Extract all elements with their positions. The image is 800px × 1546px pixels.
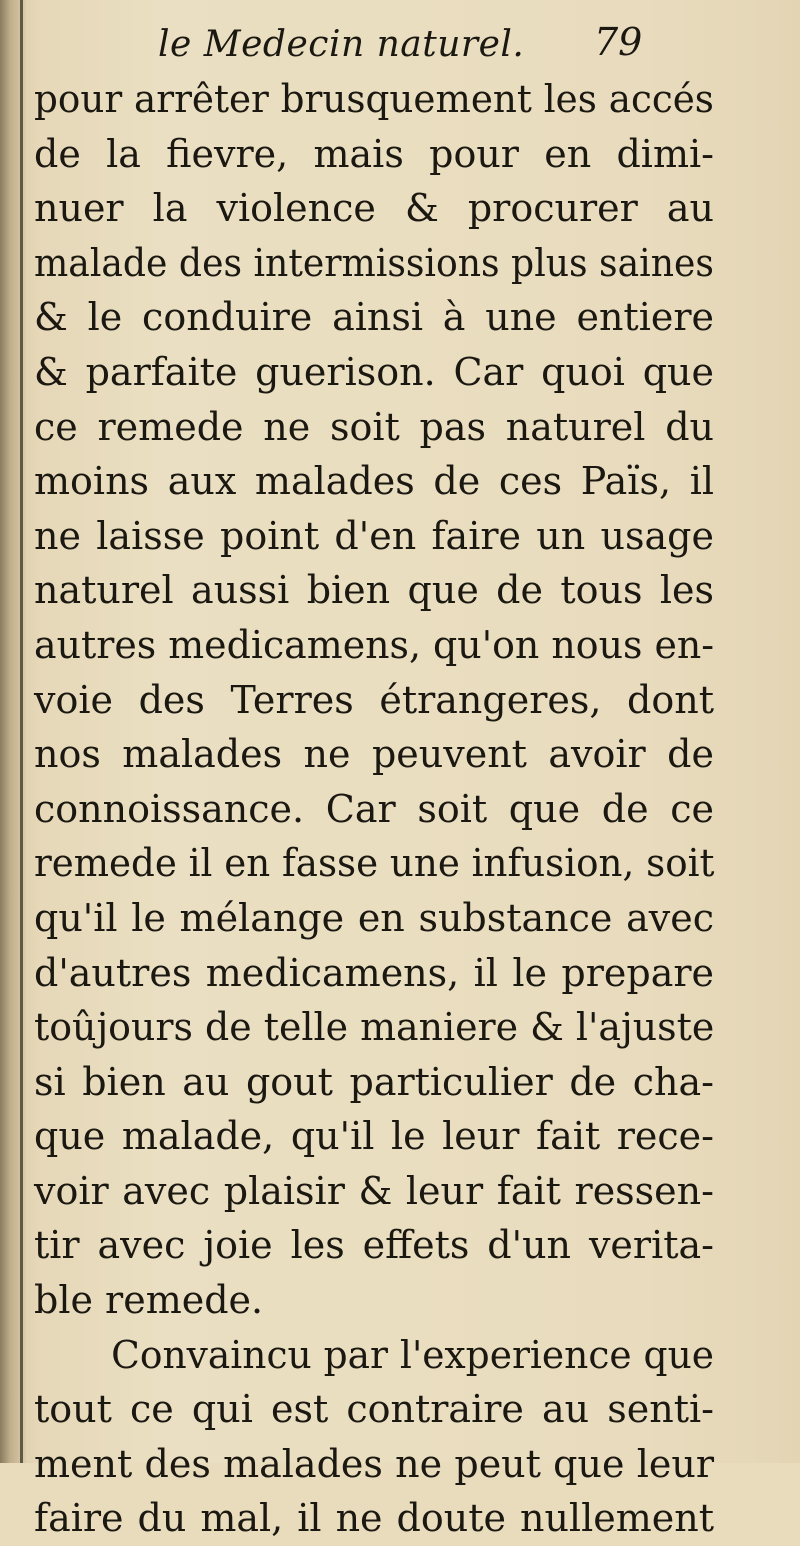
running-title: le Medecin naturel. [158, 24, 525, 65]
text-line: ment des malades ne peut que leur [34, 1441, 714, 1486]
text-line: si bien au gout particulier de cha- [34, 1059, 714, 1104]
binding-edge [20, 0, 23, 1463]
page-header [158, 16, 658, 76]
text-line: faire du mal, il ne doute nullement [34, 1496, 714, 1541]
text-line: moins aux malades de ces Païs, il [34, 459, 714, 504]
text-line: pour arrêter brusquement les accés [34, 77, 714, 121]
body-text [34, 72, 714, 1546]
text-line: ce remede ne soit pas naturel du [34, 404, 714, 449]
text-line: & parfaite guerison. Car quoi que [34, 349, 714, 394]
text-line: qu'il le mélange en substance avec [34, 895, 714, 940]
text-line: de la fievre, mais pour en dimi- [34, 131, 714, 176]
text-line: ne laisse point d'en faire un usage [34, 513, 714, 558]
paragraph-first-line: Convaincu par l'experience que [111, 1332, 715, 1377]
text-line: & le conduire ainsi à une entiere [34, 295, 714, 340]
text-line: nuer la violence & procurer au [34, 186, 714, 231]
text-line: nos malades ne peuvent avoir de [34, 732, 714, 777]
text-line: tir avec joie les effets d'un verita- [34, 1223, 714, 1268]
text-line: que malade, qu'il le leur fait rece- [34, 1114, 714, 1159]
text-line: toûjours de telle maniere & l'ajuste [34, 1005, 715, 1050]
text-line: remede il en fasse une infusion, soit [34, 841, 715, 886]
paragraph-last-line: ble remede. [34, 1278, 264, 1323]
text-line: voie des Terres étrangeres, dont [34, 677, 714, 722]
text-line: d'autres medicamens, il le prepare [34, 950, 714, 995]
text-line: malade des intermissions plus saines [34, 240, 714, 285]
text-line: connoissance. Car soit que de ce [34, 786, 714, 831]
page-number: 79 [594, 20, 643, 64]
text-line: autres medicamens, qu'on nous en- [34, 622, 715, 667]
text-line: tout ce qui est contraire au senti- [34, 1387, 714, 1432]
text-line: voir avec plaisir & leur fait ressen- [34, 1168, 714, 1213]
text-line: naturel aussi bien que de tous les [34, 568, 714, 613]
